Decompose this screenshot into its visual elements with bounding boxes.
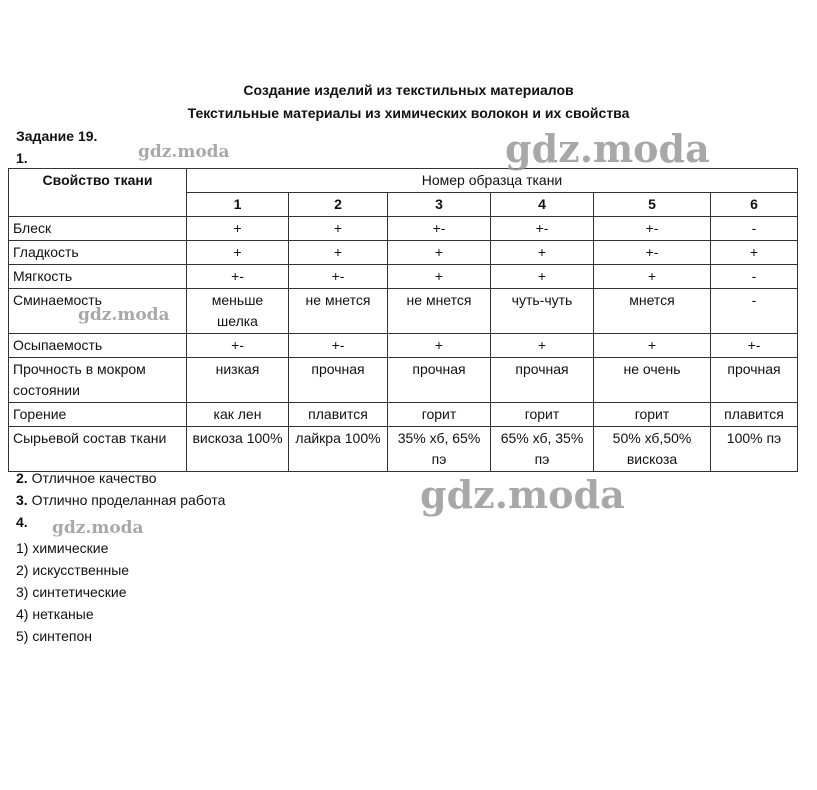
value-cell: низкая (187, 358, 289, 403)
item-3-number: 3. (16, 492, 28, 508)
value-cell: + (491, 241, 594, 265)
value-cell: прочная (388, 358, 491, 403)
value-cell: прочная (491, 358, 594, 403)
value-cell: не мнется (289, 289, 388, 334)
value-cell: не мнется (388, 289, 491, 334)
value-cell: плавится (711, 403, 798, 427)
property-cell: Прочность в мокром состоянии (9, 358, 187, 403)
value-cell: 35% хб, 65% пэ (388, 427, 491, 472)
value-cell: +- (711, 334, 798, 358)
table-row (9, 334, 798, 358)
sample-number: 5 (594, 193, 711, 217)
value-cell: чуть-чуть (491, 289, 594, 334)
value-cell: + (187, 217, 289, 241)
value-cell: горит (491, 403, 594, 427)
watermark: gdz.moda (505, 126, 710, 171)
value-cell: плавится (289, 403, 388, 427)
value-cell: 50% хб,50% вискоза (594, 427, 711, 472)
sample-number: 1 (187, 193, 289, 217)
answer-list (16, 537, 129, 647)
value-cell: + (289, 241, 388, 265)
value-cell: лайкра 100% (289, 427, 388, 472)
page-title: Создание изделий из текстильных материалов (243, 82, 574, 98)
sample-number: 2 (289, 193, 388, 217)
value-cell: +- (289, 334, 388, 358)
table-row (9, 241, 798, 265)
table-row (9, 265, 798, 289)
value-cell: прочная (289, 358, 388, 403)
property-cell: Сырьевой состав ткани (9, 427, 187, 472)
value-cell: - (711, 265, 798, 289)
item-2-text: Отличное качество (27, 470, 157, 486)
property-cell: Гладкость (9, 241, 187, 265)
property-cell: Горение (9, 403, 187, 427)
table-row (9, 217, 798, 241)
value-cell: +- (594, 217, 711, 241)
value-cell: + (711, 241, 798, 265)
value-cell: +- (491, 217, 594, 241)
task-label: Задание 19. (16, 128, 98, 144)
watermark: gdz.moda (420, 472, 625, 517)
value-cell: + (289, 217, 388, 241)
value-cell: +- (388, 217, 491, 241)
value-cell: +- (187, 265, 289, 289)
table-row (9, 427, 798, 472)
value-cell: + (594, 265, 711, 289)
sample-number: 4 (491, 193, 594, 217)
value-cell: 100% пэ (711, 427, 798, 472)
value-cell: прочная (711, 358, 798, 403)
item-3-text: Отлично проделанная работа (27, 492, 226, 508)
table-row (9, 403, 798, 427)
value-cell: + (388, 241, 491, 265)
value-cell: - (711, 217, 798, 241)
value-cell: не очень (594, 358, 711, 403)
list-item: 5) синтепон (16, 628, 93, 644)
property-cell: Осыпаемость (9, 334, 187, 358)
value-cell: горит (388, 403, 491, 427)
value-cell: + (187, 241, 289, 265)
value-cell: +- (594, 241, 711, 265)
sample-number: 3 (388, 193, 491, 217)
value-cell: меньше шелка (187, 289, 289, 334)
value-cell: + (491, 265, 594, 289)
property-cell: Сминаемость (9, 289, 187, 334)
item-2 (16, 470, 157, 486)
value-cell: мнется (594, 289, 711, 334)
item-1-number: 1. (16, 150, 28, 166)
list-item: 4) нетканые (16, 606, 94, 622)
list-item: 1) химические (16, 540, 109, 556)
watermark: gdz.moda (78, 305, 170, 325)
value-cell: + (388, 334, 491, 358)
value-cell: - (711, 289, 798, 334)
sample-header: Номер образца ткани (187, 169, 798, 193)
property-cell: Мягкость (9, 265, 187, 289)
list-item: 3) синтетические (16, 584, 127, 600)
item-2-number: 2. (16, 470, 28, 486)
property-cell: Блеск (9, 217, 187, 241)
watermark: gdz.moda (138, 142, 230, 162)
value-cell: вискоза 100% (187, 427, 289, 472)
value-cell: как лен (187, 403, 289, 427)
value-cell: + (594, 334, 711, 358)
item-4-number: 4. (16, 514, 28, 530)
sample-number: 6 (711, 193, 798, 217)
value-cell: + (388, 265, 491, 289)
value-cell: +- (289, 265, 388, 289)
value-cell: горит (594, 403, 711, 427)
watermark: gdz.moda (52, 518, 144, 538)
page-subtitle: Текстильные материалы из химических волокон и их свойства (187, 105, 630, 121)
list-item: 2) искусственные (16, 562, 130, 578)
value-cell: 65% хб, 35% пэ (491, 427, 594, 472)
table-row (9, 358, 798, 403)
value-cell: +- (187, 334, 289, 358)
value-cell: + (491, 334, 594, 358)
property-header: Свойство ткани (9, 169, 187, 217)
item-3 (16, 492, 225, 508)
